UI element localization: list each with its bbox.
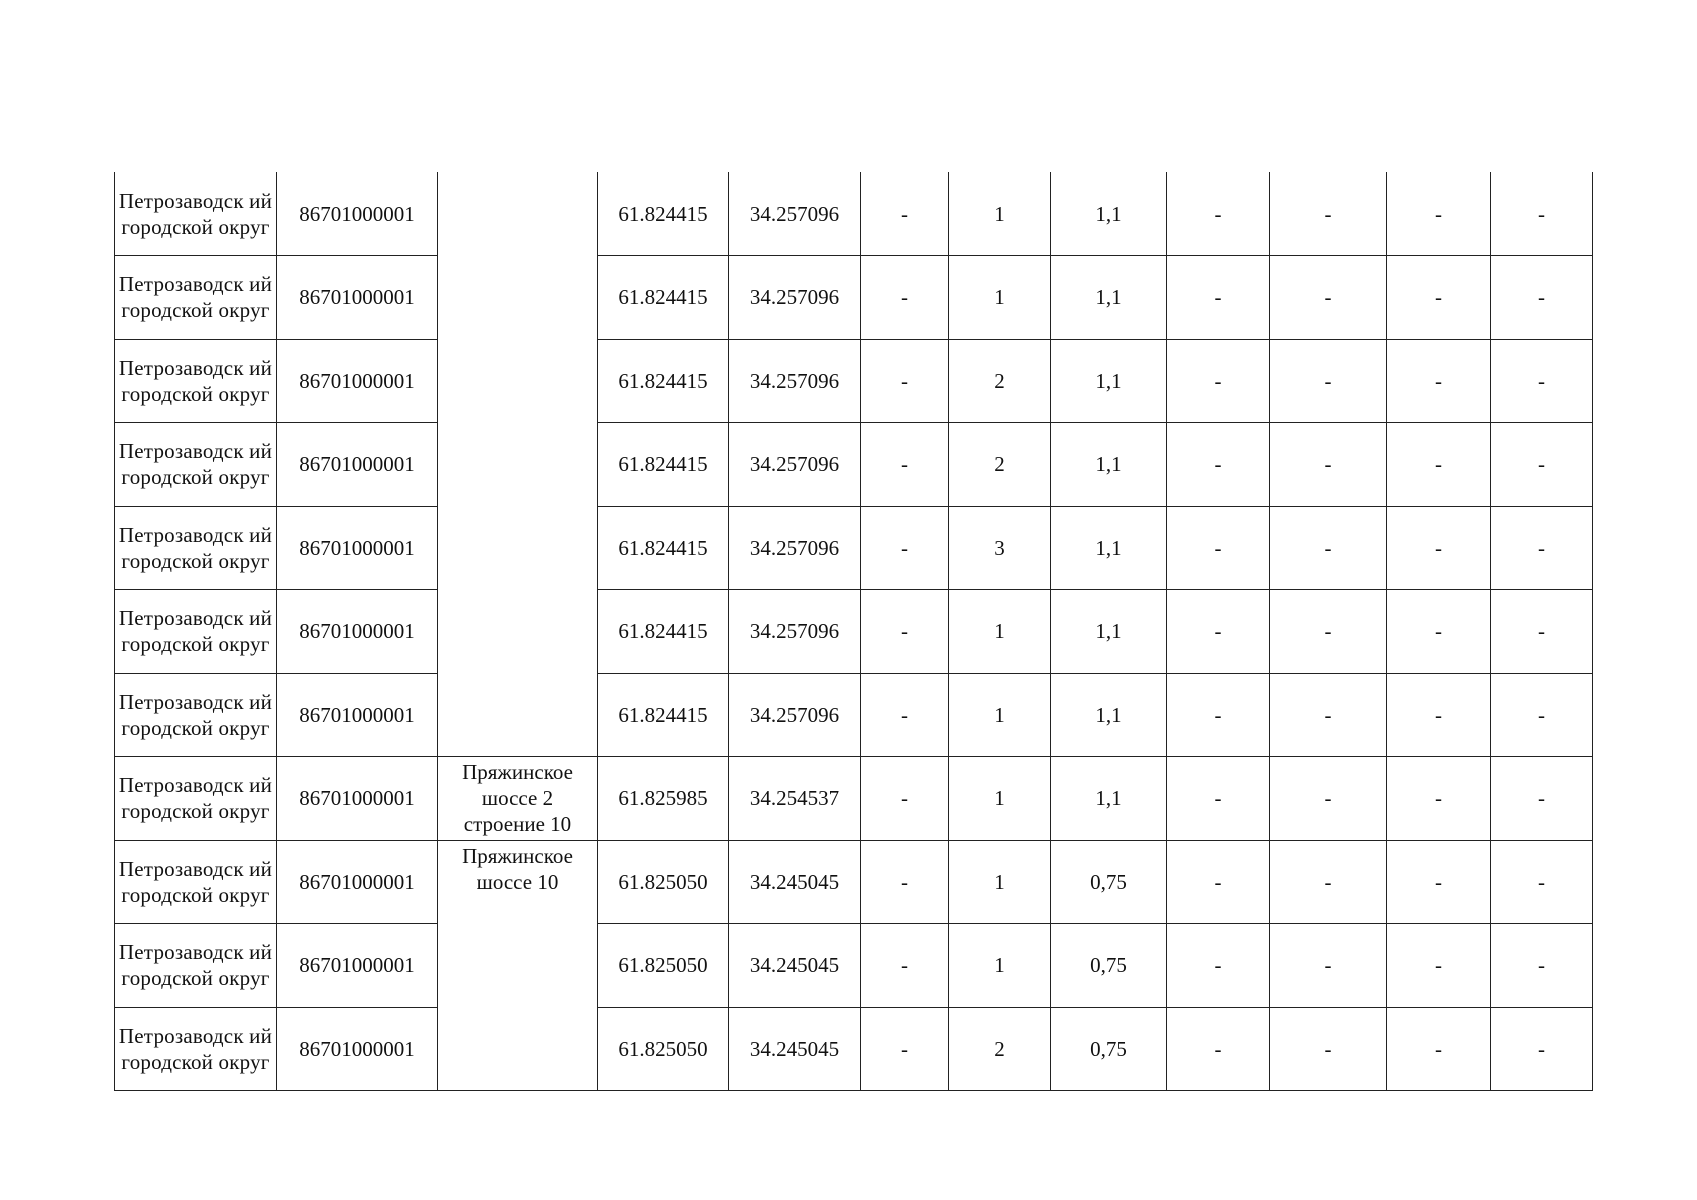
value-cell: 1,1: [1051, 423, 1167, 507]
table-row: [115, 423, 1593, 507]
value-cell: -: [861, 506, 949, 590]
table-row: [115, 339, 1593, 423]
value-cell: -: [1387, 172, 1491, 256]
longitude-cell: 34.257096: [729, 256, 861, 340]
table-row: [115, 924, 1593, 1008]
value-cell: 1,1: [1051, 256, 1167, 340]
latitude-cell: 61.825985: [598, 757, 729, 841]
municipality-cell: Петрозаводск ий городской округ: [115, 172, 277, 256]
value-cell: 1: [949, 172, 1051, 256]
oktmo-cell: 86701000001: [277, 1007, 438, 1091]
value-cell: -: [861, 924, 949, 1008]
table-row: [115, 506, 1593, 590]
value-cell: 2: [949, 339, 1051, 423]
oktmo-cell: 86701000001: [277, 757, 438, 841]
latitude-cell: 61.825050: [598, 840, 729, 924]
value-cell: -: [861, 840, 949, 924]
address-cell: Пряжинское шоссе 10: [438, 840, 598, 1091]
longitude-cell: 34.245045: [729, 840, 861, 924]
value-cell: -: [1167, 423, 1270, 507]
latitude-cell: 61.824415: [598, 256, 729, 340]
value-cell: 1: [949, 590, 1051, 674]
longitude-cell: 34.257096: [729, 339, 861, 423]
value-cell: 1: [949, 256, 1051, 340]
value-cell: -: [1387, 256, 1491, 340]
value-cell: 3: [949, 506, 1051, 590]
municipality-cell: Петрозаводск ий городской округ: [115, 924, 277, 1008]
oktmo-cell: 86701000001: [277, 840, 438, 924]
longitude-cell: 34.257096: [729, 506, 861, 590]
value-cell: 1: [949, 924, 1051, 1008]
municipality-cell: Петрозаводск ий городской округ: [115, 840, 277, 924]
value-cell: -: [1167, 590, 1270, 674]
value-cell: -: [1270, 590, 1387, 674]
longitude-cell: 34.257096: [729, 172, 861, 256]
table-row: [115, 757, 1593, 841]
value-cell: -: [1270, 339, 1387, 423]
value-cell: -: [861, 423, 949, 507]
longitude-cell: 34.257096: [729, 590, 861, 674]
table-row: [115, 590, 1593, 674]
value-cell: -: [1167, 840, 1270, 924]
value-cell: -: [1270, 673, 1387, 757]
table-row: [115, 673, 1593, 757]
value-cell: -: [1270, 172, 1387, 256]
value-cell: -: [1491, 172, 1593, 256]
oktmo-cell: 86701000001: [277, 924, 438, 1008]
value-cell: -: [861, 172, 949, 256]
value-cell: -: [1491, 256, 1593, 340]
value-cell: -: [1270, 924, 1387, 1008]
value-cell: -: [861, 339, 949, 423]
longitude-cell: 34.245045: [729, 1007, 861, 1091]
value-cell: 1,1: [1051, 339, 1167, 423]
value-cell: -: [1387, 673, 1491, 757]
longitude-cell: 34.257096: [729, 423, 861, 507]
value-cell: -: [1491, 840, 1593, 924]
value-cell: -: [1270, 256, 1387, 340]
value-cell: -: [1167, 339, 1270, 423]
oktmo-cell: 86701000001: [277, 339, 438, 423]
value-cell: -: [1387, 423, 1491, 507]
value-cell: -: [1387, 506, 1491, 590]
municipality-cell: Петрозаводск ий городской округ: [115, 256, 277, 340]
value-cell: -: [861, 673, 949, 757]
value-cell: -: [1167, 1007, 1270, 1091]
value-cell: -: [1491, 339, 1593, 423]
latitude-cell: 61.824415: [598, 339, 729, 423]
value-cell: -: [861, 590, 949, 674]
latitude-cell: 61.825050: [598, 1007, 729, 1091]
value-cell: -: [1167, 757, 1270, 841]
value-cell: -: [1387, 590, 1491, 674]
value-cell: -: [1387, 757, 1491, 841]
value-cell: -: [1491, 673, 1593, 757]
value-cell: 1,1: [1051, 757, 1167, 841]
value-cell: -: [1387, 1007, 1491, 1091]
municipality-cell: Петрозаводск ий городской округ: [115, 1007, 277, 1091]
municipality-cell: Петрозаводск ий городской округ: [115, 506, 277, 590]
latitude-cell: 61.825050: [598, 924, 729, 1008]
table-row: [115, 172, 1593, 256]
value-cell: -: [1167, 506, 1270, 590]
value-cell: 0,75: [1051, 840, 1167, 924]
value-cell: -: [861, 256, 949, 340]
table-body: [115, 172, 1593, 1091]
longitude-cell: 34.257096: [729, 673, 861, 757]
oktmo-cell: 86701000001: [277, 423, 438, 507]
value-cell: -: [1491, 924, 1593, 1008]
value-cell: 0,75: [1051, 924, 1167, 1008]
value-cell: 1,1: [1051, 590, 1167, 674]
latitude-cell: 61.824415: [598, 423, 729, 507]
latitude-cell: 61.824415: [598, 673, 729, 757]
oktmo-cell: 86701000001: [277, 256, 438, 340]
value-cell: -: [1270, 506, 1387, 590]
value-cell: -: [1270, 840, 1387, 924]
value-cell: 1,1: [1051, 172, 1167, 256]
value-cell: -: [1270, 1007, 1387, 1091]
value-cell: -: [1270, 757, 1387, 841]
value-cell: 2: [949, 423, 1051, 507]
value-cell: 1: [949, 840, 1051, 924]
table-row: [115, 1007, 1593, 1091]
address-cell: Пряжинское шоссе 2 строение 10: [438, 757, 598, 841]
value-cell: -: [1491, 757, 1593, 841]
value-cell: -: [1167, 172, 1270, 256]
oktmo-cell: 86701000001: [277, 172, 438, 256]
table-row: [115, 256, 1593, 340]
municipality-cell: Петрозаводск ий городской округ: [115, 423, 277, 507]
value-cell: 0,75: [1051, 1007, 1167, 1091]
value-cell: -: [1387, 924, 1491, 1008]
municipality-cell: Петрозаводск ий городской округ: [115, 757, 277, 841]
value-cell: -: [1387, 339, 1491, 423]
address-cell: [438, 172, 598, 757]
registry-table: [114, 172, 1593, 1091]
oktmo-cell: 86701000001: [277, 673, 438, 757]
longitude-cell: 34.254537: [729, 757, 861, 841]
value-cell: -: [1167, 924, 1270, 1008]
value-cell: 1: [949, 757, 1051, 841]
oktmo-cell: 86701000001: [277, 590, 438, 674]
value-cell: -: [1167, 673, 1270, 757]
value-cell: -: [861, 757, 949, 841]
longitude-cell: 34.245045: [729, 924, 861, 1008]
table-row: [115, 840, 1593, 924]
latitude-cell: 61.824415: [598, 172, 729, 256]
value-cell: 2: [949, 1007, 1051, 1091]
latitude-cell: 61.824415: [598, 506, 729, 590]
municipality-cell: Петрозаводск ий городской округ: [115, 590, 277, 674]
municipality-cell: Петрозаводск ий городской округ: [115, 673, 277, 757]
value-cell: -: [1270, 423, 1387, 507]
value-cell: -: [1491, 1007, 1593, 1091]
value-cell: 1,1: [1051, 673, 1167, 757]
value-cell: 1,1: [1051, 506, 1167, 590]
value-cell: 1: [949, 673, 1051, 757]
oktmo-cell: 86701000001: [277, 506, 438, 590]
value-cell: -: [1491, 590, 1593, 674]
latitude-cell: 61.824415: [598, 590, 729, 674]
value-cell: -: [861, 1007, 949, 1091]
value-cell: -: [1491, 423, 1593, 507]
value-cell: -: [1387, 840, 1491, 924]
municipality-cell: Петрозаводск ий городской округ: [115, 339, 277, 423]
value-cell: -: [1167, 256, 1270, 340]
value-cell: -: [1491, 506, 1593, 590]
